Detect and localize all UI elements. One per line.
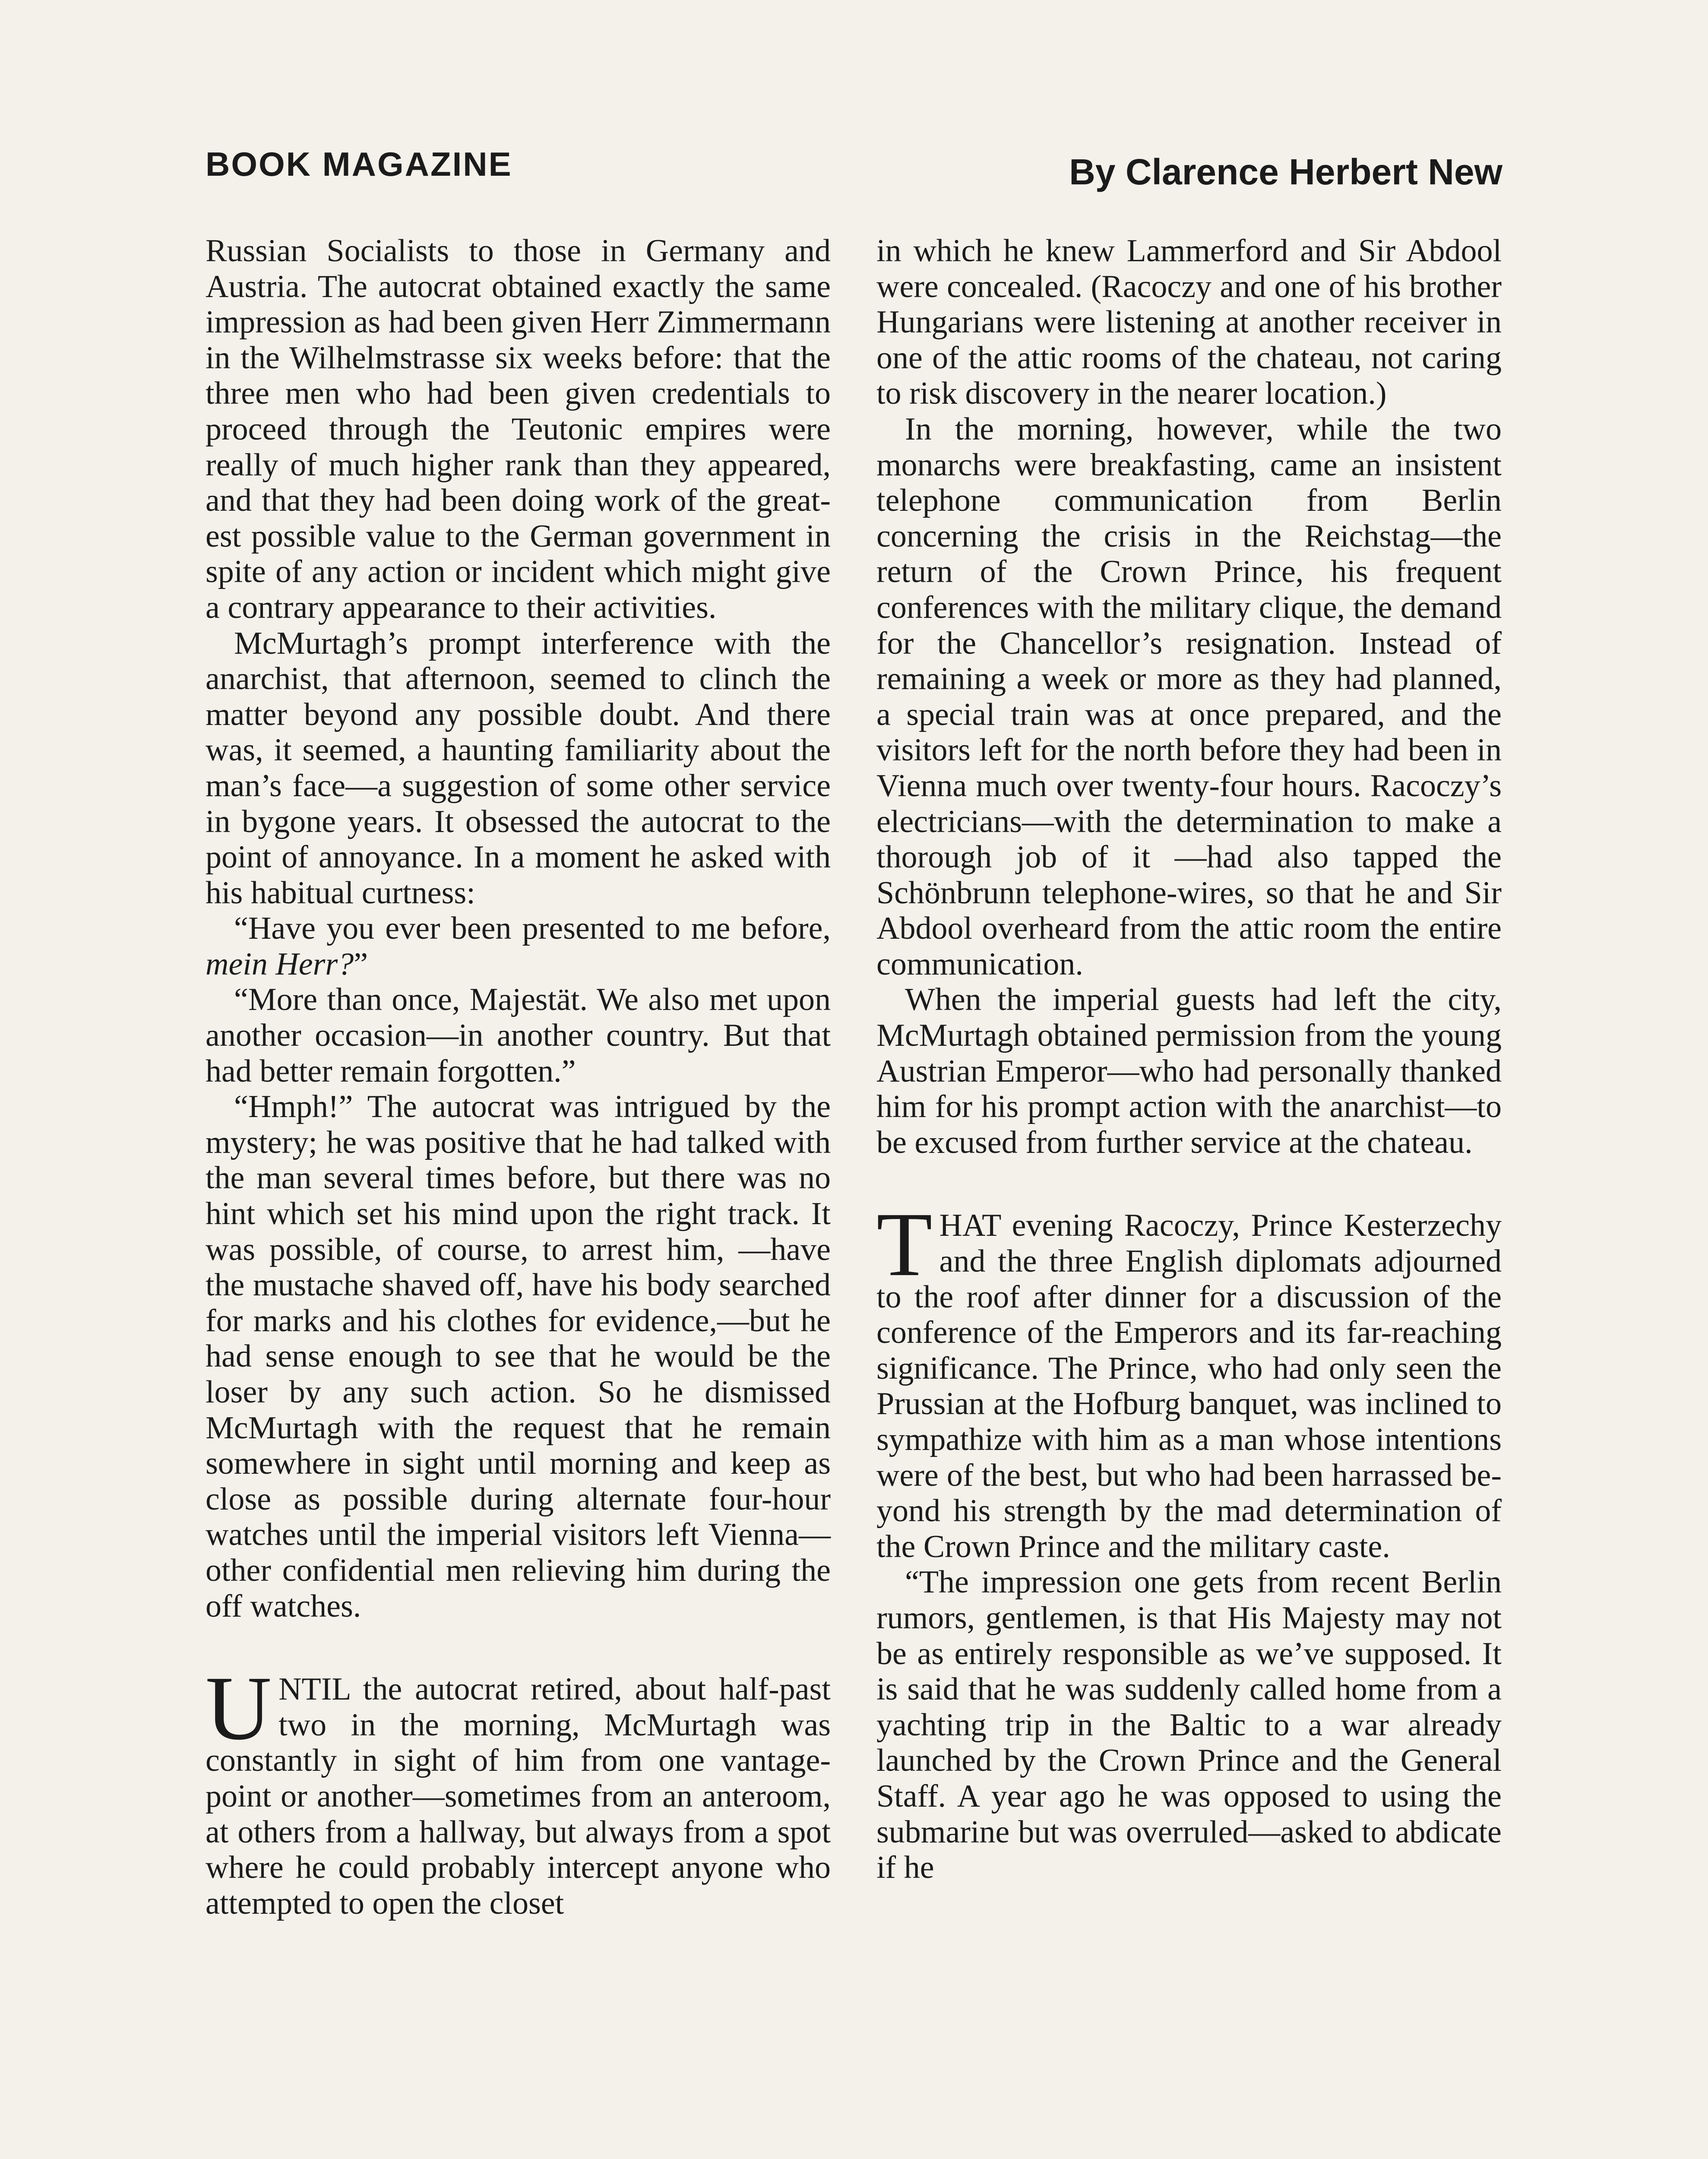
left-column — [206, 233, 831, 1921]
right-column — [876, 233, 1502, 1886]
italic-phrase: mein Herr? — [206, 946, 354, 982]
drop-cap: U — [206, 1657, 272, 1759]
paragraph: “The impression one gets from recent Berlin rumors, gentlemen, is that His Majesty may not be as entirely responsible as we’ve supposed. It is said that he was suddenly called home from a yachting trip in the Baltic to a war already launched by the Crown Prince and the General Staff. A year ago he was opposed to using the submarine but was overruled—asked to abdicate if he — [876, 1564, 1502, 1886]
paragraph-text: HAT evening Racoczy, Prince Kesterzechy and the three English diplomats adjourned to the roof after dinner for a discussion of the conference of the Emperors and its far-reaching significance. The Prince, who had only seen the Prussian at the Hofburg banquet, was inclined to sympathize with him as a man whose intentions were of the best, but who had been harrassed beyond his strength by the mad determination of the Crown Prince and the military caste. — [876, 1208, 1502, 1564]
paragraph-text: “Have you ever been presented to me before, — [234, 911, 831, 947]
paragraph: Russian Socialists to those in Germany and Austria. The autocrat obtained exactly the same impression as had been given Herr Zimmermann in the Wilhelmstrasse six weeks before: that the three men who had been given credentials to proceed through the Teutonic empires were really of much higher rank than they appeared, and that they had been doing work of the greatest possible value to the German government in spite of any action or incident which might give a contrary appearance to their activities. — [206, 233, 831, 625]
paragraph: in which he knew Lammerford and Sir Abdool were concealed. (Racoczy and one of his brother Hungarians were listening at another receiver in one of the attic rooms of the chateau, not caring to risk discovery in the nearer location.) — [876, 233, 1502, 412]
closing-quote: ” — [354, 946, 368, 982]
section-start-paragraph — [876, 1193, 1502, 1564]
section-start-paragraph — [206, 1657, 831, 1921]
paragraph — [206, 911, 831, 982]
running-header-magazine: BOOK MAGAZINE — [206, 145, 512, 183]
paragraph: McMurtagh’s prompt interference with the anarchist, that afternoon, seemed to clinch the matter beyond any possible doubt. And there was, it seemed, a haunting familiarity about the man’s face—a suggestion of some other service in bygone years. It obsessed the autocrat to the point of annoyance. In a moment he asked with his habitual curtness: — [206, 625, 831, 911]
paragraph-text: NTIL the autocrat retired, about half-past two in the morning, McMurtagh was constantly in sight of him from one vantage-point or another—sometimes from an anteroom, at others from a hallway, but always from a spot where he could probably intercept anyone who attempted to open the closet — [206, 1671, 831, 1921]
paragraph: “Hmph!” The autocrat was intrigued by the mystery; he was positive that he had talked with the man several times before, but there was no hint which set his mind upon the right track. It was possible, of course, to arrest him, —have the mustache shaved off, have his body searched for marks and his clothes for evidence,—but he had sense enough to see that he would be the loser by any such action. So he dismissed McMurtagh with the request that he remain somewhere in sight until morning and keep as close as possible during alternate four-hour watches until the imperial visitors left Vienna—other confidential men relieving him during the off watches. — [206, 1089, 831, 1624]
paragraph: When the imperial guests had left the city, McMurtagh obtained permission from the young Austrian Emperor—who had personally thanked him for his prompt action with the anarchist—to be excused from further service at the chateau. — [876, 982, 1502, 1160]
paragraph: “More than once, Majestät. We also met upon another occasion—in another country. But that had better remain forgotten.” — [206, 982, 831, 1089]
drop-cap: T — [876, 1193, 933, 1295]
running-header-author: By Clarence Herbert New — [1069, 152, 1502, 192]
paragraph: In the morning, however, while the two monarchs were breakfasting, came an insistent telephone communication from Berlin concerning the crisis in the Reichstag—the return of the Crown Prince, his frequent conferences with the military clique, the demand for the Chancellor’s resignation. Instead of remaining a week or more as they had planned, a special train was at once prepared, and the visitors left for the north before they had been in Vienna much over twenty-four hours. Racoczy’s electricians—with the determination to make a thorough job of it —had also tapped the Schönbrunn telephone-wires, so that he and Sir Abdool overheard from the attic room the entire communication. — [876, 411, 1502, 982]
